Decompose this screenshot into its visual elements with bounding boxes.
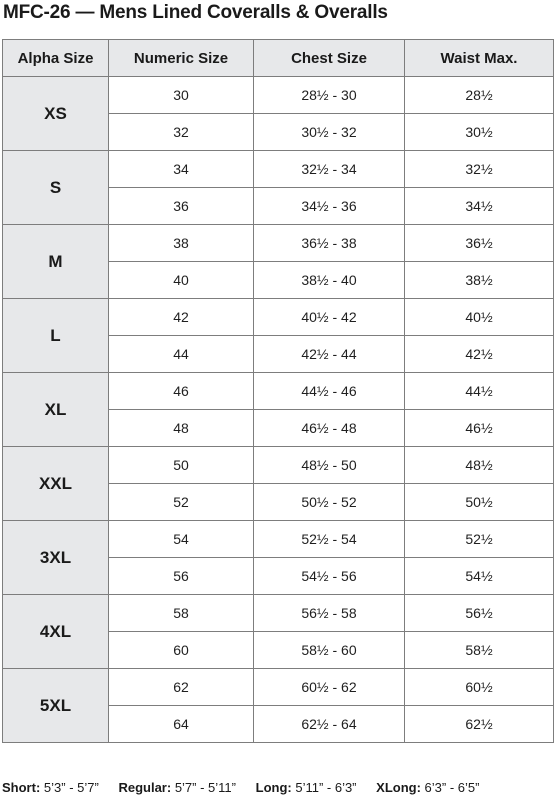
- waist-max-cell: 54½: [405, 558, 554, 595]
- numeric-size-cell: 58: [109, 595, 254, 632]
- waist-max-cell: 38½: [405, 262, 554, 299]
- chest-size-cell: 46½ - 48: [254, 410, 405, 447]
- chest-size-cell: 50½ - 52: [254, 484, 405, 521]
- table-row: [3, 595, 554, 632]
- numeric-size-cell: 38: [109, 225, 254, 262]
- column-header-chest-size: Chest Size: [254, 40, 405, 77]
- alpha-size-cell: M: [3, 225, 109, 299]
- table-row: [3, 521, 554, 558]
- waist-max-cell: 58½: [405, 632, 554, 669]
- table-row: [3, 373, 554, 410]
- waist-max-cell: 52½: [405, 521, 554, 558]
- table-header-row: [3, 40, 554, 77]
- numeric-size-cell: 50: [109, 447, 254, 484]
- size-chart-table: [2, 39, 554, 743]
- waist-max-cell: 50½: [405, 484, 554, 521]
- waist-max-cell: 32½: [405, 151, 554, 188]
- chest-size-cell: 58½ - 60: [254, 632, 405, 669]
- waist-max-cell: 40½: [405, 299, 554, 336]
- chest-size-cell: 44½ - 46: [254, 373, 405, 410]
- chest-size-cell: 56½ - 58: [254, 595, 405, 632]
- column-header-alpha-size: Alpha Size: [3, 40, 109, 77]
- length-legend-item-regular: [118, 778, 236, 798]
- table-row: [3, 299, 554, 336]
- waist-max-cell: 46½: [405, 410, 554, 447]
- chest-size-cell: 54½ - 56: [254, 558, 405, 595]
- waist-max-cell: 42½: [405, 336, 554, 373]
- chest-size-cell: 60½ - 62: [254, 669, 405, 706]
- length-range: 5’7” - 5’11”: [174, 780, 236, 795]
- length-label: Regular:: [118, 780, 172, 795]
- chest-size-cell: 32½ - 34: [254, 151, 405, 188]
- numeric-size-cell: 56: [109, 558, 254, 595]
- table-row: [3, 225, 554, 262]
- numeric-size-cell: 60: [109, 632, 254, 669]
- length-legend-item-xlong: [376, 778, 479, 798]
- waist-max-cell: 44½: [405, 373, 554, 410]
- waist-max-cell: 48½: [405, 447, 554, 484]
- alpha-size-cell: 5XL: [3, 669, 109, 743]
- chest-size-cell: 28½ - 30: [254, 77, 405, 114]
- alpha-size-cell: XXL: [3, 447, 109, 521]
- chest-size-cell: 34½ - 36: [254, 188, 405, 225]
- chest-size-cell: 48½ - 50: [254, 447, 405, 484]
- numeric-size-cell: 42: [109, 299, 254, 336]
- chest-size-cell: 42½ - 44: [254, 336, 405, 373]
- alpha-size-cell: 4XL: [3, 595, 109, 669]
- numeric-size-cell: 54: [109, 521, 254, 558]
- numeric-size-cell: 62: [109, 669, 254, 706]
- waist-max-cell: 60½: [405, 669, 554, 706]
- length-label: Long:: [255, 780, 292, 795]
- alpha-size-cell: L: [3, 299, 109, 373]
- length-label: Short:: [2, 780, 41, 795]
- chest-size-cell: 52½ - 54: [254, 521, 405, 558]
- chest-size-cell: 38½ - 40: [254, 262, 405, 299]
- numeric-size-cell: 30: [109, 77, 254, 114]
- table-row: [3, 447, 554, 484]
- numeric-size-cell: 52: [109, 484, 254, 521]
- waist-max-cell: 30½: [405, 114, 554, 151]
- chest-size-cell: 62½ - 64: [254, 706, 405, 743]
- alpha-size-cell: 3XL: [3, 521, 109, 595]
- length-legend-item-short: [2, 778, 99, 798]
- column-header-waist-max: Waist Max.: [405, 40, 554, 77]
- waist-max-cell: 56½: [405, 595, 554, 632]
- waist-max-cell: 36½: [405, 225, 554, 262]
- numeric-size-cell: 32: [109, 114, 254, 151]
- numeric-size-cell: 44: [109, 336, 254, 373]
- chest-size-cell: 36½ - 38: [254, 225, 405, 262]
- numeric-size-cell: 36: [109, 188, 254, 225]
- length-range: 5’3” - 5’7”: [43, 780, 99, 795]
- alpha-size-cell: S: [3, 151, 109, 225]
- waist-max-cell: 28½: [405, 77, 554, 114]
- column-header-numeric-size: Numeric Size: [109, 40, 254, 77]
- length-range: 6’3” - 6’5”: [424, 780, 480, 795]
- numeric-size-cell: 40: [109, 262, 254, 299]
- table-row: [3, 151, 554, 188]
- alpha-size-cell: XS: [3, 77, 109, 151]
- length-legend: [2, 778, 479, 798]
- alpha-size-cell: XL: [3, 373, 109, 447]
- table-row: [3, 77, 554, 114]
- length-label: XLong:: [376, 780, 421, 795]
- numeric-size-cell: 64: [109, 706, 254, 743]
- table-row: [3, 669, 554, 706]
- numeric-size-cell: 48: [109, 410, 254, 447]
- numeric-size-cell: 34: [109, 151, 254, 188]
- chest-size-cell: 30½ - 32: [254, 114, 405, 151]
- waist-max-cell: 34½: [405, 188, 554, 225]
- length-range: 5’11” - 6’3”: [295, 780, 357, 795]
- length-legend-item-long: [256, 778, 357, 798]
- chest-size-cell: 40½ - 42: [254, 299, 405, 336]
- waist-max-cell: 62½: [405, 706, 554, 743]
- page-title: MFC-26 — Mens Lined Coveralls & Overalls: [3, 2, 388, 23]
- numeric-size-cell: 46: [109, 373, 254, 410]
